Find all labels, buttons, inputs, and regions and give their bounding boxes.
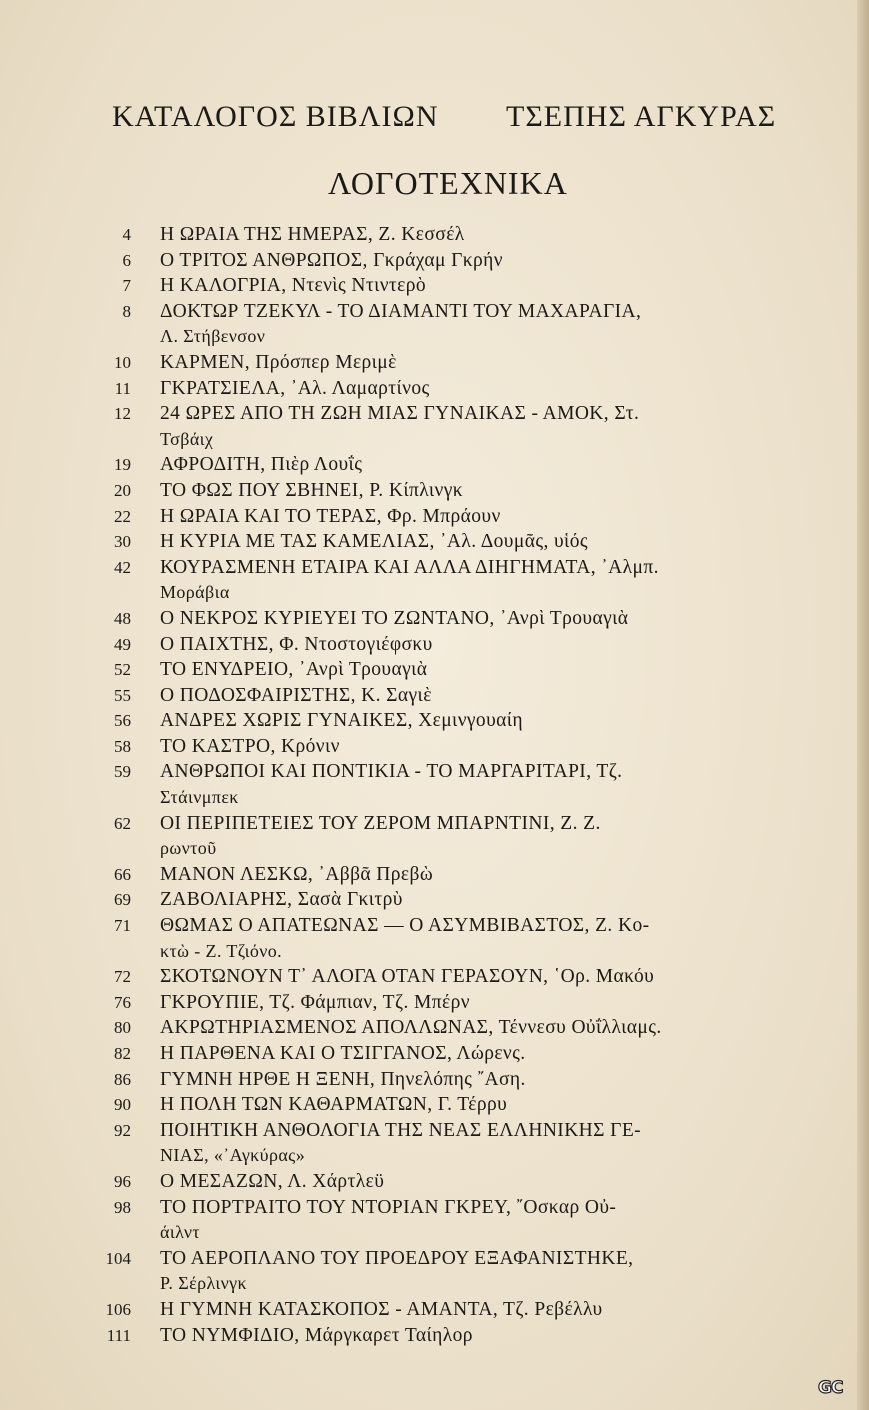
item-title: ΤΟ ΕΝΥΔΡΕΙΟ, ᾿Ανρὶ Τρουαγιὰ [160,659,428,681]
list-item [0,913,869,939]
item-title: Η ΓΥΜΝΗ ΚΑΤΑΣΚΟΠΟΣ - ΑΜΑΝΤΑ, Τζ. Ρεβέλλυ [160,1298,603,1320]
list-item-continuation [0,580,869,606]
item-title: ΠΟΙΗΤΙΚΗ ΑΝΘΟΛΟΓΙΑ ΤΗΣ ΝΕΑΣ ΕΛΛΗΝΙΚΗΣ ΓΕ- [160,1119,642,1141]
item-number: 4 [122,225,131,244]
list-item [0,1041,869,1067]
list-item [0,273,869,299]
item-title: Η ΠΑΡΘΕΝΑ ΚΑΙ Ο ΤΣΙΓΓΑΝΟΣ, Λώρενς. [160,1043,526,1064]
item-number: 49 [114,634,131,654]
item-title: άιλντ [160,1222,201,1243]
item-number: 106 [105,1299,131,1319]
item-title: Η ΩΡΑΙΑ ΚΑΙ ΤΟ ΤΕΡΑΣ, Φρ. Μπράουν [160,505,501,527]
header-right: ΤΣΕΠΗΣ ΑΓΚΥΡΑΣ [506,100,777,133]
item-title: ρωντοῦ [160,838,217,859]
item-number: 8 [122,301,131,321]
list-item-continuation [0,1271,869,1297]
list-item [0,222,869,248]
list-item-continuation [0,427,869,453]
list-item-continuation [0,1143,869,1169]
list-item [0,1169,869,1195]
list-item [0,1246,869,1272]
list-item [0,1092,869,1118]
list-item [0,401,869,427]
item-number: 96 [114,1171,131,1191]
item-number: 98 [114,1197,131,1217]
item-title: 24 ΩΡΕΣ ΑΠΟ ΤΗ ΖΩΗ ΜΙΑΣ ΓΥΝΑΙΚΑΣ - ΑΜΟΚ, Στ. [160,403,640,425]
item-number: 52 [114,660,131,680]
item-title: ΤΟ ΑΕΡΟΠΛΑΝΟ ΤΟΥ ΠΡΟΕΔΡΟΥ ΕΞΑΦΑΝΙΣΤΗΚΕ, [160,1247,634,1269]
list-item [0,248,869,274]
item-title: Ρ. Σέρλινγκ [160,1273,247,1294]
list-item [0,811,869,837]
list-item-continuation [0,1220,869,1246]
list-item [0,708,869,734]
gc-logo: GC [818,1378,843,1398]
list-item [0,1015,869,1041]
list-item [0,862,869,888]
list-item-continuation [0,785,869,811]
item-number: 58 [114,736,131,756]
item-number: 86 [114,1069,131,1089]
item-number: 48 [114,608,131,628]
item-number: 10 [114,352,131,372]
item-number: 22 [114,506,131,526]
item-title: ΝΙΑΣ, «᾿Αγκύρας» [160,1145,306,1166]
item-number: 6 [122,250,131,270]
item-number: 30 [114,532,131,552]
item-title: ΓΚΡΟΥΠΙΕ, Τζ. Φάμπιαν, Τζ. Μπέρν [160,991,470,1013]
list-item [0,478,869,504]
list-item [0,504,869,530]
list-item [0,606,869,632]
item-title: Ο ΤΡΙΤΟΣ ΑΝΘΡΩΠΟΣ, Γκράχαμ Γκρήν [160,249,503,271]
item-number: 104 [105,1248,131,1268]
catalog-header [0,100,869,140]
item-title: Η ΚΑΛΟΓΡΙΑ, Ντενὶς Ντιντερὸ [160,275,427,297]
list-item [0,1297,869,1323]
list-item [0,657,869,683]
item-number: 62 [114,813,131,833]
list-item [0,964,869,990]
item-title: ΤΟ ΝΥΜΦΙΔΙΟ, Μάργκαρετ Ταίηλορ [160,1324,473,1346]
item-title: Η ΩΡΑΙΑ ΤΗΣ ΗΜΕΡΑΣ, Ζ. Κεσσέλ [160,224,465,245]
list-item [0,376,869,402]
section-title-text: ΛΟΓΟΤΕΧΝΙΚΑ [328,165,568,201]
item-title: ΑΦΡΟΔΙΤΗ, Πιὲρ Λουΐς [160,454,363,476]
item-title: κτὼ - Ζ. Τζιόνο. [160,940,283,961]
header-left: ΚΑΤΑΛΟΓΟΣ ΒΙΒΛΙΩΝ [112,100,439,133]
item-number: 19 [114,455,131,475]
item-number: 42 [114,557,131,577]
item-number: 7 [122,276,131,296]
book-list [0,222,869,1348]
item-title: ΓΥΜΝΗ ΗΡΘΕ Η ΞΕΝΗ, Πηνελόπης ῎Αση. [160,1068,526,1090]
item-title: ΤΟ ΦΩΣ ΠΟΥ ΣΒΗΝΕΙ, Ρ. Κίπλινγκ [160,479,463,501]
item-title: ΑΝΔΡΕΣ ΧΩΡΙΣ ΓΥΝΑΙΚΕΣ, Χεμινγουαίη [160,710,524,732]
item-number: 111 [106,1325,131,1345]
item-title: Ο ΜΕΣΑΖΩΝ, Λ. Χάρτλεϋ [160,1170,385,1192]
item-title: Λ. Στήβενσον [160,326,266,347]
item-number: 59 [114,762,131,782]
item-title: ΑΝΘΡΩΠΟΙ ΚΑΙ ΠΟΝΤΙΚΙΑ - ΤΟ ΜΑΡΓΑΡΙΤΑΡΙ, Τζ. [160,761,623,783]
list-item [0,683,869,709]
list-item [0,1118,869,1144]
item-title: ΚΑΡΜΕΝ, Πρόσπερ Μεριμὲ [160,351,397,373]
item-number: 92 [114,1120,131,1140]
item-title: ΤΟ ΠΟΡΤΡΑΙΤΟ ΤΟΥ ΝΤΟΡΙΑΝ ΓΚΡΕΥ, ῎Οσκαρ Οὐ- [160,1196,617,1218]
item-number: 20 [114,480,131,500]
item-title: Η ΚΥΡΙΑ ΜΕ ΤΑΣ ΚΑΜΕΛΙΑΣ, ᾿Αλ. Δουμᾶς, υἱός [160,531,588,553]
list-item [0,632,869,658]
list-item [0,555,869,581]
item-title: ΔΟΚΤΩΡ ΤΖΕΚΥΛ - ΤΟ ΔΙΑΜΑΝΤΙ ΤΟΥ ΜΑΧΑΡΑΓΙΑ, [160,300,642,322]
item-number: 56 [114,711,131,731]
list-item [0,1067,869,1093]
list-item [0,452,869,478]
item-title: ΑΚΡΩΤΗΡΙΑΣΜΕΝΟΣ ΑΠΟΛΛΩΝΑΣ, Τέννεσυ Οὐΐλλιαμς. [160,1017,662,1039]
item-number: 71 [114,916,131,936]
item-title: Η ΠΟΛΗ ΤΩΝ ΚΑΘΑΡΜΑΤΩΝ, Γ. Τέρρυ [160,1094,508,1116]
item-number: 76 [114,992,131,1012]
item-title: ΚΟΥΡΑΣΜΕΝΗ ΕΤΑΙΡΑ ΚΑΙ ΑΛΛΑ ΔΙΗΓΗΜΑΤΑ, ᾿Αλμπ. [160,556,659,578]
list-item-continuation [0,836,869,862]
item-title: Ο ΠΑΙΧΤΗΣ, Φ. Ντοστογιέφσκυ [160,633,433,655]
item-number: 55 [114,685,131,705]
item-number: 90 [114,1095,131,1115]
list-item-continuation [0,939,869,965]
item-number: 66 [114,864,131,884]
list-item-continuation [0,324,869,350]
item-title: Ο ΠΟΔΟΣΦΑΙΡΙΣΤΗΣ, Κ. Σαγιὲ [160,684,432,706]
item-title: ΘΩΜΑΣ Ο ΑΠΑΤΕΩΝΑΣ — Ο ΑΣΥΜΒΙΒΑΣΤΟΣ, Ζ. Κο- [160,915,650,937]
list-item [0,734,869,760]
list-item [0,990,869,1016]
list-item [0,350,869,376]
item-title: ΜΑΝΟΝ ΛΕΣΚΩ, ᾿Αββᾶ Πρεβὼ [160,863,434,885]
list-item [0,759,869,785]
item-title: Στάινμπεκ [160,787,239,808]
item-title: ΟΙ ΠΕΡΙΠΕΤΕΙΕΣ ΤΟΥ ΖΕΡΟΜ ΜΠΑΡΝΤΙΝΙ, Ζ. Ζ. [160,812,601,834]
list-item [0,1323,869,1349]
list-item [0,1195,869,1221]
item-title: ΣΚΟΤΩΝΟΥΝ Τ᾿ ΑΛΟΓΑ ΟΤΑΝ ΓΕΡΑΣΟΥΝ, ῾Ορ. Μακόυ [160,966,655,988]
item-number: 12 [114,404,131,424]
item-title: Ο ΝΕΚΡΟΣ ΚΥΡΙΕΥΕΙ ΤΟ ΖΩΝΤΑΝΟ, ᾿Ανρὶ Τρουαγιὰ [160,607,629,629]
item-number: 80 [114,1018,131,1038]
list-item [0,529,869,555]
item-number: 11 [114,378,131,398]
item-number: 72 [114,967,131,987]
item-title: Μοράβια [160,582,230,603]
list-item [0,299,869,325]
item-title: ΖΑΒΟΛΙΑΡΗΣ, Σασὰ Γκιτρὺ [160,889,403,911]
item-title: Τσβάιχ [160,428,214,449]
item-number: 82 [114,1044,131,1063]
item-title: ΓΚΡΑΤΣΙΕΛΑ, ᾿Αλ. Λαμαρτίνος [160,377,430,399]
list-item [0,887,869,913]
item-number: 69 [114,890,131,910]
item-title: ΤΟ ΚΑΣΤΡΟ, Κρόνιν [160,735,340,757]
